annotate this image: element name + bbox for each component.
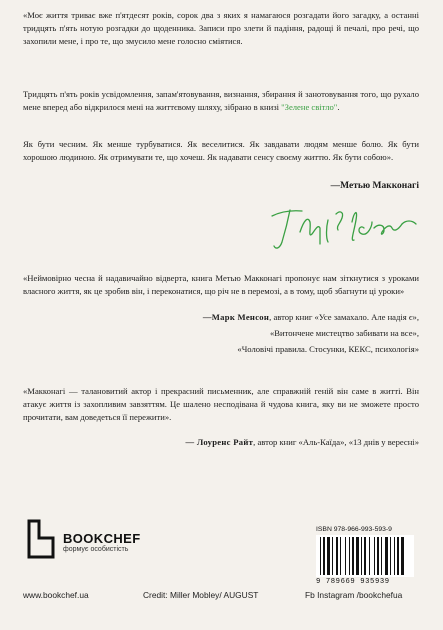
isbn-block — [316, 526, 414, 590]
barcode-bar — [369, 537, 370, 575]
review-2-credit-text: , автор книг «Аль-Каїда», «13 днів у вересні» — [253, 437, 419, 447]
barcode-bar — [320, 537, 321, 575]
barcode-bar — [394, 537, 395, 575]
barcode-bar — [332, 537, 333, 575]
author-credit: —Метью Макконагі — [330, 181, 419, 191]
barcode-bar — [397, 537, 399, 575]
barcode-bar — [340, 537, 341, 575]
review-1-credit-line-3: «Чоловічі правила. Стосунки, КЕКС, психологія» — [237, 344, 419, 354]
photo-credit: Credit: Miller Mobley/ AUGUST — [143, 590, 259, 600]
barcode — [316, 535, 414, 577]
barcode-bar — [381, 537, 382, 575]
review-1-credit-line-1 — [203, 311, 419, 324]
quote-text-end: . — [337, 102, 340, 112]
publisher-tagline: формує особистість — [63, 546, 129, 553]
bookchef-logo-icon — [26, 517, 56, 561]
publisher-logo — [26, 517, 141, 563]
barcode-bar — [374, 537, 375, 575]
barcode-bar — [356, 537, 359, 575]
barcode-bar — [323, 537, 325, 575]
social-handle[interactable]: Fb Instagram /bookchefua — [305, 590, 403, 600]
quote-text: Тридцять п'ять років усвідомлення, запам'ятовування, визнання, збирання й занотовування того, що рухало мене вперед або відкрилося мені на життєвому шляху, зібрано в книзі — [23, 89, 419, 112]
isbn-label: ISBN 978-966-993-593-9 — [316, 526, 392, 533]
barcode-bar — [336, 537, 338, 575]
barcode-bar — [327, 537, 330, 575]
barcode-bar — [390, 537, 391, 575]
barcode-bar — [364, 537, 366, 575]
review-2-text: «Макконагі — талановитий актор і прекрасний письменник, але справжній геній він саме в житті. Він атакує життя із захопливим завзяттям. Це шалено несподівана й чудова книга, яку ви не зможете просто прочитати, вам доведеться її пережити». — [23, 386, 419, 422]
review-1-credit-line-2: «Витончене мистецтво забивати на все», — [269, 328, 419, 338]
author-signature — [268, 198, 420, 258]
barcode-bar — [377, 537, 379, 575]
barcode-bar — [349, 537, 350, 575]
author-quote-paragraph-2 — [23, 88, 419, 114]
review-1-text: «Неймовірно чесна й надавичайно відверта, книга Метью Макконагі пропонує нам зіткнутися з уроками власного життя, як це зробив він, і переконатися, що річ не в перемозі, а в тому, щоб збагнути ці уроки» — [23, 273, 419, 296]
barcode-bar — [401, 537, 404, 575]
isbn-digits: 9 789669 935939 — [316, 578, 390, 586]
review-1-credit-text: , автор книг «Усе замахало. Але надія є», — [269, 312, 419, 322]
publisher-name: BOOKCHEF — [63, 531, 141, 546]
barcode-bar — [352, 537, 354, 575]
barcode-bar — [361, 537, 362, 575]
review-1-author: —Марк Менсон — [202, 312, 270, 322]
review-2-author: — Лоуренс Райт — [185, 437, 254, 447]
author-quote-paragraph-3: Як бути чесним. Як менше турбуватися. Як веселитися. Як завдавати людям менше болю. Як бути хорошою людиною. Як отримувати те, що хочеш. Як надавати сенсу своєму життю. Як бути собою». — [23, 139, 419, 162]
barcode-bar — [385, 537, 388, 575]
book-title: "Зелене світло" — [281, 102, 338, 112]
author-quote-paragraph-1: «Моє життя триває вже п'ятдесят років, сорок два з яких я намагаюся розгадати його загадку, а останні тридцять п'ять нотую розгадки до щоденника. Записи про злети й падіння, радощі й печалі, про речі, що захопили мене, і про те, що змусило мене голосно сміятися. — [23, 10, 419, 46]
barcode-bar — [345, 537, 346, 575]
review-2-credit — [186, 436, 419, 449]
publisher-website[interactable]: www.bookchef.ua — [23, 590, 89, 600]
